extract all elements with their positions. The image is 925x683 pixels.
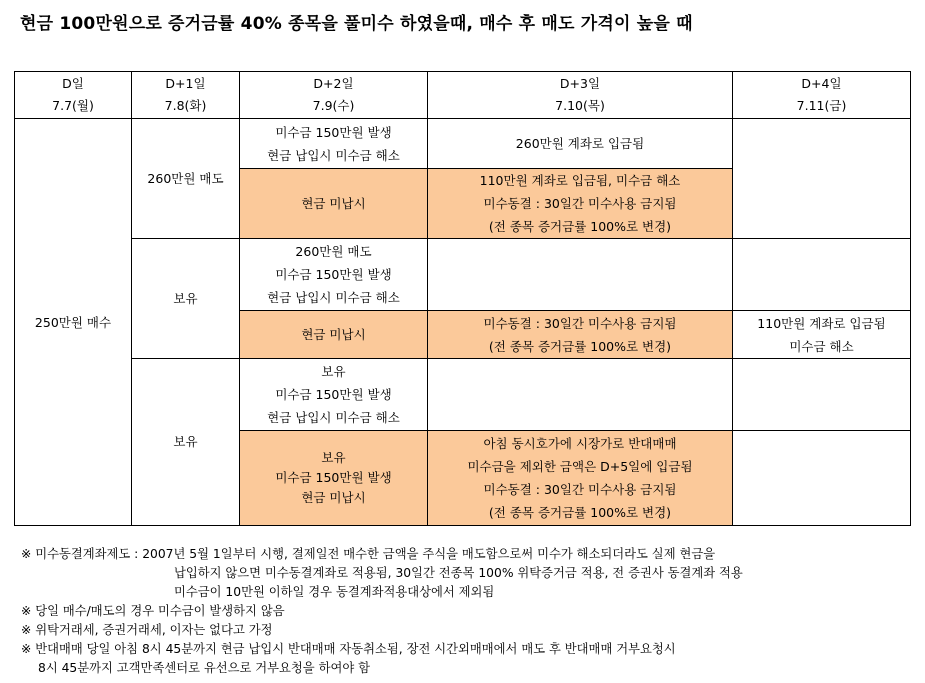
- case1-row-a: [15, 119, 911, 169]
- footnotes: [21, 545, 743, 678]
- case2-b-d3-cell: 미수동결 : 30일간 미수사용 금지됨 (전 종목 증거금률 100%로 변경): [428, 311, 733, 359]
- case1-a-d2-cell: 미수금 150만원 발생 현금 납입시 미수금 해소: [240, 119, 428, 169]
- note-frozen-account: ※ 미수동결계좌제도 : 2007년 5월 1일부터 시행, 결제일전 매수한 금액을 주식을 매도함으로써 미수가 해소되더라도 실제 현금을: [21, 547, 716, 561]
- note-frozen-account-cont: 납입하지 않으면 미수동결계좌로 적용됨, 30일간 전종목 100% 위탁증거금 적용, 전 증권사 동결계좌 적용: [174, 566, 743, 580]
- header-row: [15, 72, 911, 119]
- case2-b-d4-cell: 110만원 계좌로 입금됨 미수금 해소: [733, 311, 911, 359]
- case1-b-d2-cell: 현금 미납시: [240, 169, 428, 239]
- note-forced-sale-cont: 8시 45분까지 고객만족센터로 유선으로 거부요청을 하여야 함: [38, 661, 371, 675]
- case2-d1-cell: 보유: [132, 239, 240, 359]
- case2-b-d2-cell: 현금 미납시: [240, 311, 428, 359]
- case3-a-d3-cell: [428, 359, 733, 431]
- header-d2: D+2일 7.9(수): [240, 72, 428, 119]
- case3-a-d2-cell: 보유 미수금 150만원 발생 현금 납입시 미수금 해소: [240, 359, 428, 431]
- case1-a-d3-cell: 260만원 계좌로 입금됨: [428, 119, 733, 169]
- case3-b-d3-cell: 아침 동시호가에 시장가로 반대매매 미수금을 제외한 금액은 D+5일에 입금됨 미수동결 : 30일간 미수사용 금지됨 (전 종목 증거금률 100%로 변경): [428, 430, 733, 525]
- header-d4: D+4일 7.11(금): [733, 72, 911, 119]
- case2-row-a: [15, 239, 911, 311]
- case3-b-d4-cell: [733, 430, 911, 525]
- case3-b-d2-cell: 보유 미수금 150만원 발생 현금 미납시: [240, 430, 428, 525]
- note-frozen-account-cont: 미수금이 10만원 이하일 경우 동결계좌적용대상에서 제외됨: [174, 585, 495, 599]
- page-title: 현금 100만원으로 증거금률 40% 종목을 풀미수 하였을때, 매수 후 매도 가격이 높을 때: [20, 14, 693, 34]
- case1-d1-cell: 260만원 매도: [132, 119, 240, 239]
- settlement-table: [14, 71, 911, 526]
- case3-d1-cell: 보유: [132, 359, 240, 526]
- note-same-day: ※ 당일 매수/매도의 경우 미수금이 발생하지 않음: [21, 604, 285, 618]
- note-forced-sale: ※ 반대매매 당일 아침 8시 45분까지 현금 납입시 반대매매 자동취소됨, 장전 시간외매매에서 매도 후 반대매매 거부요청시: [21, 642, 676, 656]
- case3-row-a: [15, 359, 911, 431]
- case2-a-d2-cell: 260만원 매도 미수금 150만원 발생 현금 납입시 미수금 해소: [240, 239, 428, 311]
- header-d0: D일 7.7(월): [15, 72, 132, 119]
- header-d3: D+3일 7.10(목): [428, 72, 733, 119]
- note-tax: ※ 위탁거래세, 증권거래세, 이자는 없다고 가정: [21, 623, 273, 637]
- d0-buy-cell: 250만원 매수: [15, 119, 132, 526]
- header-d1: D+1일 7.8(화): [132, 72, 240, 119]
- case3-a-d4-cell: [733, 359, 911, 431]
- case1-d4-cell: [733, 119, 911, 239]
- case1-b-d3-cell: 110만원 계좌로 입금됨, 미수금 해소 미수동결 : 30일간 미수사용 금지됨 (전 종목 증거금률 100%로 변경): [428, 169, 733, 239]
- case2-a-d3-cell: [428, 239, 733, 311]
- case2-a-d4-cell: [733, 239, 911, 311]
